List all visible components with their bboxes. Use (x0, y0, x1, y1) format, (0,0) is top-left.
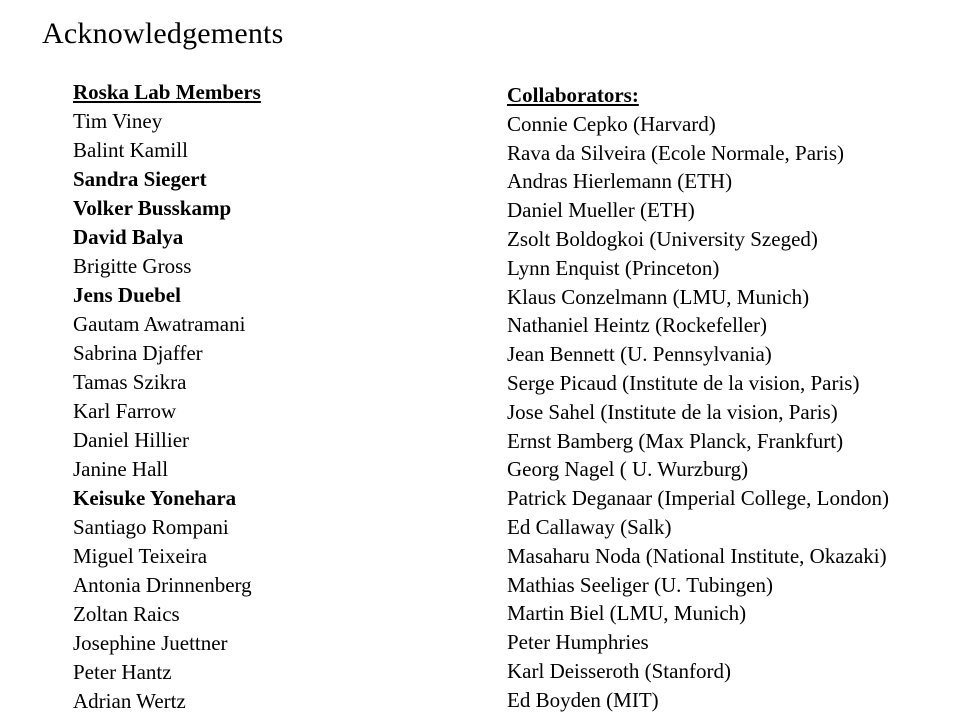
lab-member-name: Adrian Wertz (73, 689, 186, 713)
lab-member-name: Josephine Juettner (73, 631, 228, 655)
collaborator-name: Klaus Conzelmann (LMU, Munich) (507, 284, 810, 309)
lab-member-name: Antonia Drinnenberg (73, 573, 252, 597)
lab-members-list (73, 78, 473, 716)
collaborator-name: Rava da Silveira (Ecole Normale, Paris) (507, 140, 845, 165)
lab-member-name: Gautam Awatramani (73, 312, 246, 336)
lab-member-name: Tim Viney (73, 109, 163, 133)
collaborator-name: Daniel Mueller (ETH) (507, 198, 695, 223)
lab-member-name: Karl Farrow (73, 399, 177, 423)
collaborator-name: Jean Bennett (U. Pennsylvania) (507, 342, 772, 367)
collaborator-name: Zsolt Boldogkoi (University Szeged) (507, 226, 818, 251)
collaborator-name: Patrick Deganaar (Imperial College, London) (507, 486, 889, 511)
collaborator-name: Georg Nagel ( U. Wurzburg) (507, 457, 749, 482)
collaborator-name: Serge Picaud (Institute de la vision, Paris) (507, 370, 860, 395)
lab-member-name: Santiago Rompani (73, 515, 229, 539)
lab-member-name: Balint Kamill (73, 138, 188, 162)
collaborator-name: Lynn Enquist (Princeton) (507, 255, 720, 280)
lab-member-name: Sandra Siegert (73, 167, 207, 191)
lab-member-name: Peter Hantz (73, 660, 172, 684)
lab-member-name: Janine Hall (73, 457, 169, 481)
collaborator-name: Mathias Seeliger (U. Tubingen) (507, 572, 773, 597)
collaborators-heading: Collaborators: (507, 83, 639, 107)
lab-members-heading: Roska Lab Members (73, 80, 261, 104)
collaborator-name: Karl Deisseroth (Stanford) (507, 658, 731, 683)
collaborator-name: Andras Hierlemann (ETH) (507, 169, 733, 194)
lab-member-name: David Balya (73, 225, 184, 249)
lab-member-name: Jens Duebel (73, 283, 181, 307)
lab-member-name: Zoltan Raics (73, 602, 180, 626)
collaborator-name: Connie Cepko (Harvard) (507, 111, 716, 136)
lab-member-name: Tamas Szikra (73, 370, 187, 394)
collaborator-name: Masaharu Noda (National Institute, Okazaki) (507, 543, 887, 568)
lab-member-name: Brigitte Gross (73, 254, 192, 278)
collaborator-name: Martin Biel (LMU, Munich) (507, 601, 747, 626)
collaborator-name: Jose Sahel (Institute de la vision, Paris) (507, 399, 838, 424)
collaborator-name: Peter Humphries (507, 630, 649, 655)
collaborator-name: Nathaniel Heintz (Rockefeller) (507, 313, 768, 338)
collaborator-name: Ed Boyden (MIT) (507, 687, 659, 712)
lab-member-name: Miguel Teixeira (73, 544, 208, 568)
collaborators-list (507, 81, 957, 715)
page-title: Acknowledgements (42, 17, 284, 50)
lab-member-name: Volker Busskamp (73, 196, 232, 220)
collaborator-name: Ed Callaway (Salk) (507, 514, 672, 539)
lab-member-name: Sabrina Djaffer (73, 341, 203, 365)
lab-member-name: Keisuke Yonehara (73, 486, 237, 510)
collaborator-name: Ernst Bamberg (Max Planck, Frankfurt) (507, 428, 844, 453)
lab-member-name: Daniel Hillier (73, 428, 190, 452)
